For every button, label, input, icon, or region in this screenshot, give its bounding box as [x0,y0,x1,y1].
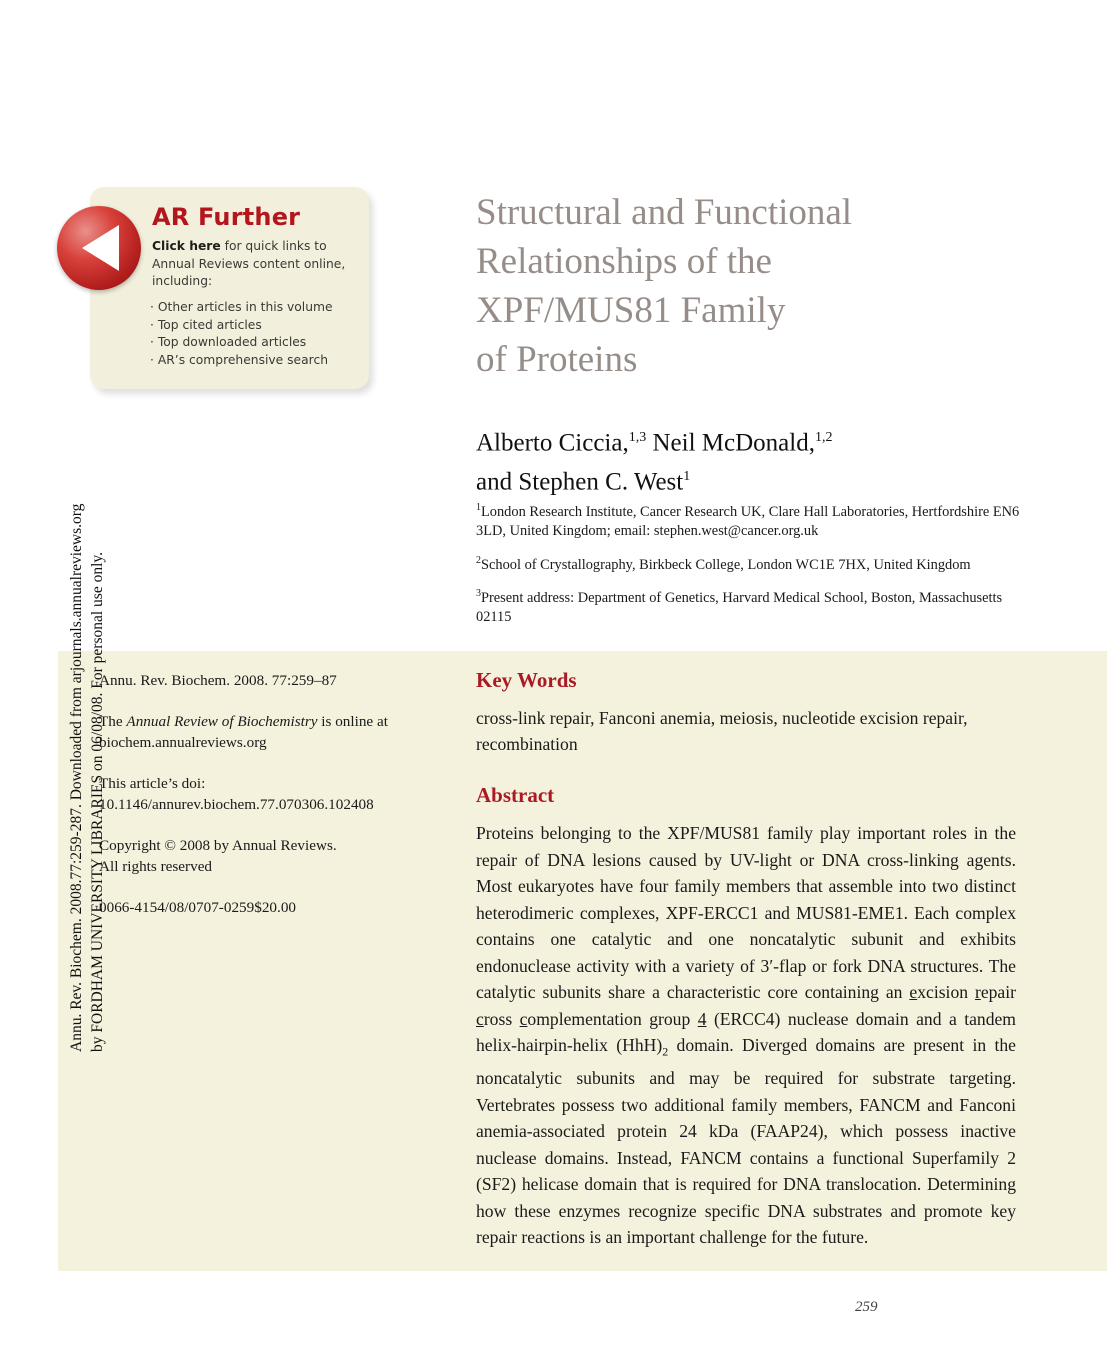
title-line-2: Relationships of the [476,241,772,282]
journal-citation: Annu. Rev. Biochem. 2008. 77:259–87 [99,672,337,689]
author-affil-marker-2: 1,2 [814,430,833,445]
issn-line: 0066-4154/08/0707-0259$20.00 [99,899,297,916]
abstract-column [476,668,1016,1251]
online-suffix: is online at biochem.annualreviews.org [99,713,388,751]
page-number: 259 [855,1299,878,1315]
doi-label: This article’s doi: [99,775,206,792]
online-prefix: The [99,713,127,730]
journal-online-notice [99,711,389,753]
abstract-word-epair: epair [980,982,1016,1002]
ar-further-subtitle-rest: for quick links to Annual Reviews content online, including: [152,239,346,288]
list-item[interactable]: · Top downloaded articles [150,334,333,352]
play-triangle-icon[interactable] [57,206,141,290]
doi-value[interactable]: 10.1146/annurev.biochem.77.070306.102408 [99,796,374,813]
ar-further-title: AR Further [152,203,301,231]
affiliation-item [476,551,1021,575]
abstract-text [476,820,1016,1251]
affiliation-marker: 2 [476,554,481,566]
affiliation-text: School of Crystallography, Birkbeck College, London WC1E 7HX, United Kingdom [481,556,971,573]
abstract-word-ross: ross [483,1008,520,1029]
list-item[interactable]: · Top cited articles [150,317,333,335]
abstract-part-1: Proteins belonging to the XPF/MUS81 family play important roles in the repair of DNA lesions caused by UV-light or DNA cross-linking agents. Most eukaryotes have four family members that assemble into two distinct heterodimeric complexes, XPF-ERCC1 and MUS81-EME1. Each complex contains one catalytic and one noncatalytic subunit and exhibits endonuclease activity with a variety of 3′-flap or fork DNA structures. The catalytic subunits share a characteristic core containing an [476,823,1016,1002]
abstract-underline-c1: c [476,1008,484,1029]
abstract-subscript-2: 2 [662,1044,669,1059]
author-affil-marker-1: 1,3 [628,430,647,445]
title-line-3: XPF/MUS81 Family [476,290,786,331]
abstract-word-xcision: xcision [917,982,975,1002]
list-item[interactable]: · Other articles in this volume [150,299,333,317]
key-words-heading: Key Words [476,668,577,692]
ar-further-subtitle [152,238,352,291]
affiliation-text: London Research Institute, Cancer Research UK, Clare Hall Laboratories, Hertfordshire EN6 3LD, United Kingdom; email: stephen.west@cancer.org.uk [476,503,1020,540]
abstract-underline-4: 4 [697,1008,707,1029]
abstract-underline-e: e [909,982,918,1002]
abstract-part-2: (ERCC4) nuclease domain and a tandem helix-hairpin-helix (HhH) [476,1008,1016,1055]
copyright-line-1: Copyright © 2008 by Annual Reviews. [99,837,337,854]
journal-name-italic: Annual Review of Biochemistry [126,713,318,730]
affiliation-marker: 1 [476,502,481,513]
abstract-heading: Abstract [476,783,555,807]
author-list [476,421,1016,500]
copyright-line-2: All rights reserved [99,858,213,875]
download-notice-line2: by FORDHAM UNIVERSITY LIBRARIES on 06/08/08. For personal use only. [89,551,106,1052]
affiliation-item [476,584,1021,628]
author-name-1: Alberto Ciccia, [476,429,629,457]
doi-block [99,773,389,815]
author-name-3: and Stephen C. West [476,468,684,496]
download-notice-line1: Annu. Rev. Biochem. 2008.77:259-287. Downloaded from arjournals.annualreviews.org [68,503,85,1052]
click-here-link[interactable]: Click here [152,239,221,253]
abstract-underline-c2: c [519,1008,528,1029]
author-name-2: Neil McDonald, [646,429,815,457]
abstract-part-3: domain. Diverged domains are present in the noncatalytic subunits and may be required for substrate targeting. Vertebrates possess two additional family members, FANCM and Fanconi anemia-associated protein 24 kDa (FAAP24), which possess inactive nuclease domains. Instead, FANCM contains a functional Superfamily 2 (SF2) helicase domain that is required for DNA translocation. Determining how these enzymes recognize specific DNA substrates and promote key repair reactions is an important challenge for the future. [476,1035,1016,1248]
copyright-block [99,835,389,877]
affiliation-item [476,498,1021,542]
affiliation-list [476,498,1021,637]
page-title [476,188,1016,384]
abstract-word-omplementation: omplementation group [527,1008,698,1029]
journal-metadata-column [99,670,389,938]
affiliation-marker: 3 [476,588,481,600]
author-affil-marker-3: 1 [683,469,691,485]
title-line-1: Structural and Functional [476,192,853,233]
key-words-text: cross-link repair, Fanconi anemia, meiosis, nucleotide excision repair, recombination [476,708,968,754]
ar-further-link-list [150,299,333,369]
abstract-underline-r: r [974,982,981,1002]
list-item[interactable]: · AR’s comprehensive search [150,352,333,370]
affiliation-text: Present address: Department of Genetics, Harvard Medical School, Boston, Massachusetts 02115 [476,589,1003,626]
title-line-4: of Proteins [476,339,638,380]
